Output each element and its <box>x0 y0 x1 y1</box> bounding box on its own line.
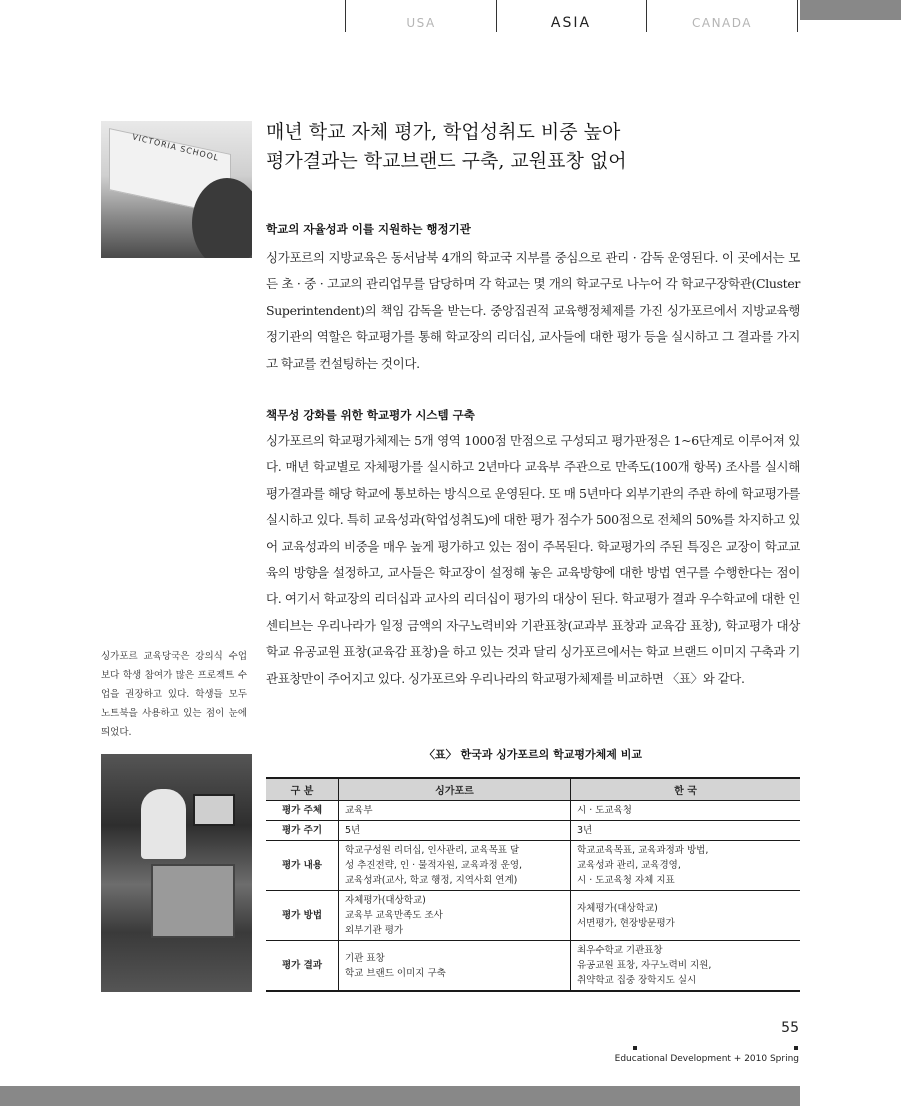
page-number: 55 <box>781 1020 799 1036</box>
nav-tab-usa[interactable]: USA <box>345 0 497 32</box>
square-bullet-icon <box>633 1046 637 1050</box>
cell-line: 기관 표창 <box>345 952 385 964</box>
article-title <box>266 118 800 176</box>
title-line-1: 매년 학교 자체 평가, 학업성취도 비중 높아 <box>266 121 621 143</box>
table-row <box>266 821 800 841</box>
article-body <box>266 118 800 686</box>
cell-line: 학교 브랜드 이미지 구축 <box>345 967 446 979</box>
singapore-cell <box>339 841 571 891</box>
cell-line: 시 · 도교육청 <box>577 805 632 816</box>
row-label: 평가 내용 <box>266 841 339 891</box>
cell-line: 교육부 <box>345 805 373 816</box>
row-label: 평가 방법 <box>266 891 339 941</box>
cell-line: 시 · 도교육청 자체 지표 <box>577 875 675 886</box>
cell-line: 서면평가, 현장방문평가 <box>577 917 675 929</box>
cell-line: 교육성과(교사, 학교 행정, 지역사회 연계) <box>345 875 518 886</box>
singapore-cell <box>339 821 571 841</box>
table-row <box>266 841 800 891</box>
header-bar <box>800 0 901 20</box>
cell-line: 5년 <box>345 825 361 836</box>
cell-line: 3년 <box>577 825 593 836</box>
singapore-cell <box>339 801 571 821</box>
table-header-singapore: 싱가포르 <box>339 778 571 801</box>
cell-line: 학교교육목표, 교육과정과 방법, <box>577 845 709 856</box>
cell-line: 최우수학교 기관표창 <box>577 945 663 956</box>
table-header-row <box>266 778 800 801</box>
cell-line: 유공교원 표창, 자구노력비 지원, <box>577 960 712 971</box>
nav-tab-asia[interactable]: ASIA <box>496 0 647 32</box>
publication-line: Educational Development + 2010 Spring <box>614 1054 799 1064</box>
school-sign: VICTORIA SCHOOL <box>131 132 221 163</box>
korea-cell <box>571 841 801 891</box>
singapore-cell <box>339 941 571 992</box>
table-row <box>266 891 800 941</box>
korea-cell <box>571 821 801 841</box>
nav-tab-canada[interactable]: CANADA <box>647 0 798 32</box>
projector-screen-shape <box>151 864 235 938</box>
photo-caption: 싱가포르 교육당국은 강의식 수업보다 학생 참여가 많은 프로젝트 수업을 권장하고 있다. 학생들 모두 노트북을 사용하고 있는 점이 눈에 띄었다. <box>101 651 247 738</box>
korea-cell <box>571 801 801 821</box>
row-label: 평가 결과 <box>266 941 339 992</box>
title-line-2: 평가결과는 학교브랜드 구축, 교원표창 없어 <box>266 150 627 172</box>
cell-line: 교육부 교육만족도 조사 <box>345 910 443 921</box>
cell-line: 자체평가(대상학교) <box>345 895 426 906</box>
korea-cell <box>571 891 801 941</box>
cell-line: 취약학교 집중 장학지도 실시 <box>577 975 697 986</box>
cell-line: 성 추진전략, 인 · 물적자원, 교육과정 운영, <box>345 860 523 871</box>
square-bullet-icon <box>794 1046 798 1050</box>
table-header-korea: 한 국 <box>571 778 801 801</box>
cell-line: 학교구성원 리더십, 인사관리, 교육목표 달 <box>345 845 520 856</box>
laptop-shape <box>193 794 235 826</box>
cell-line: 교육성과 관리, 교육경영, <box>577 860 681 871</box>
cell-line: 자체평가(대상학교) <box>577 902 658 914</box>
cell-line: 외부기관 평가 <box>345 925 404 936</box>
table-row <box>266 801 800 821</box>
comparison-table <box>266 777 800 992</box>
table-header-category: 구 분 <box>266 778 339 801</box>
section-2-paragraph: 싱가포르의 학교평가체제는 5개 영역 1000점 만점으로 구성되고 평가판정은 1~6단계로 이루어져 있다. 매년 학교별로 자체평가를 실시하고 2년마다 교육부 주관으로 만족도(100개 항목) 조사를 실시해 평가결과를 해당 학교에 통보하는 방식으로 운영된다. 또 매 5년마다 외부기관의 주관 하에 학교평가를 실시하고 있다. 특히 교육성과(학업성취도)에 대한 평가 점수가 500점으로 전체의 50%를 차지하고 있어 교육성과의 비중을 매우 높게 평가하고 있는 점이 주목된다. 학교평가의 주된 특징은 교장이 학교교육의 방향을 설정하고, 교사들은 학교장이 설정해 놓은 교육방향에 대한 방법 연구를 수행한다는 점이다. 여기서 학교장의 리더십과 교사의 리더십이 평가의 대상이 된다. 학교평가 결과 우수학교에 대한 인센티브는 우리나라가 일정 금액의 자구노력비와 기관표창(교과부 표창과 교육감 표창), 학교평가 대상학교 유공교원 표창(교육감 표창)을 하고 있는 것과 달리 싱가포르에서는 학교 브랜드 이미지 구축과 기관표창만이 주어지고 있다. 싱가포르와 우리나라의 학교평가체제를 비교하면 〈표〉와 같다. <box>266 433 800 686</box>
school-building-photo <box>101 121 252 258</box>
singapore-cell <box>339 891 571 941</box>
section-1-heading: 학교의 자율성과 이를 지원하는 행정기관 <box>266 222 471 236</box>
row-label: 평가 주기 <box>266 821 339 841</box>
classroom-photo <box>101 754 252 992</box>
student-shape <box>141 789 186 859</box>
section-1-paragraph: 싱가포르의 지방교육은 동서남북 4개의 학교국 지부를 중심으로 관리 · 감독 운영된다. 이 곳에서는 모든 초 · 중 · 고교의 관리업무를 담당하며 각 학교는 몇 개의 학교구로 나누어 각 학교구장학관(Cluster Superintendent)의 책임 감독을 받는다. 중앙집권적 교육행정체제를 가진 싱가포르에서 지방교육행정기관의 역할은 학교평가를 통해 학교장의 리더십, 교사들에 대한 평가 등을 실시하고 그 결과를 가지고 학교를 컨설팅하는 것이다. <box>266 250 800 371</box>
section-2-heading: 책무성 강화를 위한 학교평가 시스템 구축 <box>266 408 475 422</box>
footer-bar <box>0 1086 800 1106</box>
korea-cell <box>571 941 801 992</box>
table-row <box>266 941 800 992</box>
table-caption: 〈표〉 한국과 싱가포르의 학교평가체제 비교 <box>424 748 642 761</box>
section-nav <box>345 0 799 32</box>
row-label: 평가 주체 <box>266 801 339 821</box>
